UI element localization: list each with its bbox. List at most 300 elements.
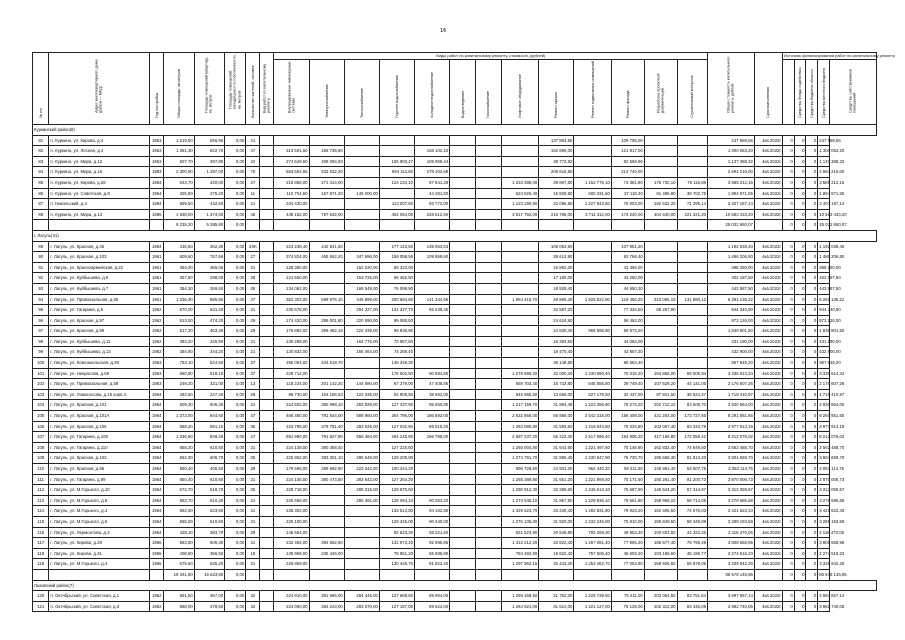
- cell: 442 841,60: [309, 241, 344, 252]
- cell: 32: [246, 591, 260, 602]
- cell: 3 817 792,00: [501, 209, 539, 220]
- cell: 82: [33, 146, 49, 157]
- cell: 131 327,70: [379, 305, 414, 316]
- cell: 122 335,00: [344, 389, 379, 400]
- cell: 3 339 942,29: [708, 559, 755, 570]
- cell: 31: [246, 538, 260, 549]
- cell: 1963: [150, 156, 164, 167]
- cell: 164 776,00: [344, 336, 379, 347]
- cell: 844,60: [194, 411, 224, 422]
- cell: 110: [33, 464, 49, 475]
- cell: 3 562 488,70: [708, 442, 755, 453]
- cell: 0,00: [225, 389, 246, 400]
- table-row: [33, 177, 877, 188]
- cell: г. Лагуль, ул. Куйбышева, д.13: [49, 347, 150, 358]
- cell: [260, 167, 274, 178]
- cell: [309, 569, 344, 580]
- cell: [644, 135, 677, 146]
- cell: 127 225,60: [379, 442, 414, 453]
- cell: [475, 188, 501, 199]
- cell: 0: [783, 156, 795, 167]
- cell: 0,00: [225, 199, 246, 210]
- header-deadline: [754, 53, 782, 125]
- cell: [450, 252, 476, 263]
- cell: [450, 538, 476, 549]
- cell: [501, 273, 539, 284]
- cell: 0: [783, 506, 795, 517]
- cell: [344, 538, 379, 549]
- cell: 3 997 657,14: [818, 591, 830, 602]
- cell: 1 230 990,40: [574, 368, 612, 379]
- cell: 226 100,00: [274, 516, 309, 527]
- header-works-col-10: [611, 60, 644, 125]
- cell: 203 064,50: [644, 591, 677, 602]
- cell: 202 313,00: [644, 601, 677, 612]
- cell: [344, 209, 379, 220]
- cell: 84: [33, 167, 49, 178]
- cell: 175 730,10: [644, 177, 677, 188]
- cell: 625,20: [194, 559, 224, 570]
- cell: 0: [783, 177, 795, 188]
- cell: 4кв.2022г: [754, 495, 782, 506]
- cell: 90 884,80: [415, 368, 450, 379]
- cell: 356,50: [194, 548, 224, 559]
- cell: [574, 305, 612, 316]
- cell: 675,60: [164, 559, 194, 570]
- cell: [475, 527, 501, 538]
- cell: 117: [33, 538, 49, 549]
- cell: [49, 220, 150, 231]
- cell: 1 227 843,50: [574, 199, 612, 210]
- cell: 128 345,00: [379, 516, 414, 527]
- cell: 1964: [150, 485, 164, 496]
- cell: [475, 453, 501, 464]
- cell: 32 443,20: [539, 559, 574, 570]
- cell: 47 408,85: [415, 379, 450, 390]
- cell: 224 502,00: [274, 400, 309, 411]
- cell: 0: [806, 220, 818, 231]
- table-row: [33, 358, 877, 369]
- cell: 1964: [150, 474, 164, 485]
- cell: п. Никольский, д.4: [49, 199, 150, 210]
- header-works-title: Виды работ по капитальному ремонту, стоимость (рублей): [274, 53, 708, 60]
- group-total-row: [33, 569, 877, 580]
- cell: [475, 283, 501, 294]
- cell: 0,00: [225, 135, 246, 146]
- cell: 0: [806, 527, 818, 538]
- table-row: [33, 283, 877, 294]
- cell: [475, 601, 501, 612]
- header-fin-col-1: [806, 60, 818, 125]
- cell: 247 558,56: [818, 135, 830, 146]
- cell: 24 624,60: [539, 315, 574, 326]
- cell: 0: [794, 527, 806, 538]
- cell: 31: [246, 305, 260, 316]
- cell: г. Лагуль, ул. Красная, д.45: [49, 241, 150, 252]
- table-row: [33, 305, 877, 316]
- header-fin-col-2: [818, 60, 830, 125]
- cell: 0: [783, 379, 795, 390]
- cell: 962 440,20: [574, 464, 612, 475]
- cell: 793 269,30: [574, 527, 612, 538]
- cell: 31 641,60: [539, 442, 574, 453]
- cell: 0,00: [225, 252, 246, 263]
- cell: 118 224,00: [274, 379, 309, 390]
- cell: 73 381,80: [611, 177, 644, 188]
- cell: 32 000,40: [539, 368, 574, 379]
- cell: 145 554,00: [274, 527, 309, 538]
- cell: 264 245,80: [379, 432, 414, 443]
- cell: [644, 283, 677, 294]
- cell: [677, 283, 708, 294]
- cell: 235 302,00: [274, 506, 309, 517]
- cell: 111: [33, 474, 49, 485]
- cell: г. Лагуль, ул. Привокзальная, д.59: [49, 379, 150, 390]
- cell: 0: [783, 252, 795, 263]
- cell: [379, 135, 414, 146]
- cell: 0: [806, 252, 818, 263]
- cell: 18 470,40: [539, 347, 574, 358]
- cell: 660,90: [164, 368, 194, 379]
- cell: [260, 326, 274, 337]
- cell: г. Лагуль, ул. Куйбышева, д.7: [49, 283, 150, 294]
- cell: 4кв.2022г: [754, 559, 782, 570]
- cell: 443 587,50: [818, 283, 830, 294]
- cell: [260, 135, 274, 146]
- cell: 0: [794, 262, 806, 273]
- cell: 4кв.2022г: [754, 283, 782, 294]
- cell: 0: [783, 326, 795, 337]
- cell: [260, 474, 274, 485]
- cell: 121: [33, 601, 49, 612]
- cell: [309, 283, 344, 294]
- cell: 39 702,75: [677, 188, 708, 199]
- cell: [260, 209, 274, 220]
- cell: 0,00: [225, 220, 246, 231]
- cell: 173 727,65: [677, 411, 708, 422]
- header-works-col-text: Ремонт фасада: [625, 89, 630, 118]
- cell: 2 176 607,26: [708, 379, 755, 390]
- cell: 431 190,00: [818, 336, 830, 347]
- cell: 275,20: [194, 188, 224, 199]
- cell: 3 053 114,75: [818, 464, 830, 475]
- header-works-col-text: Ремонт подвальных помещений: [590, 60, 595, 118]
- cell: 0: [783, 262, 795, 273]
- cell: [260, 305, 274, 316]
- cell: [644, 347, 677, 358]
- cell: 74 268,40: [379, 347, 414, 358]
- cell: [260, 347, 274, 358]
- cell: 0: [783, 432, 795, 443]
- cell: [475, 495, 501, 506]
- table-row: [33, 188, 877, 199]
- cell: 0,00: [225, 368, 246, 379]
- cell: 155 903,47: [379, 156, 414, 167]
- cell: [475, 538, 501, 549]
- cell: 74 676,03: [677, 506, 708, 517]
- cell: 24 830,40: [539, 326, 574, 337]
- cell: 17 180,00: [539, 273, 574, 284]
- cell: 0: [794, 506, 806, 517]
- cell: 0: [783, 442, 795, 453]
- cell: 145 981,40: [644, 464, 677, 475]
- cell: 6 281 136,22: [818, 294, 830, 305]
- cell: [501, 252, 539, 263]
- cell: [309, 220, 344, 231]
- cell: 664,30: [164, 453, 194, 464]
- cell: [260, 252, 274, 263]
- cell: [644, 273, 677, 284]
- cell: [677, 336, 708, 347]
- cell: [450, 294, 476, 305]
- cell: 645 855,80: [574, 379, 612, 390]
- cell: 402 187,50: [708, 273, 755, 284]
- cell: [574, 241, 612, 252]
- cell: 0: [783, 485, 795, 496]
- cell: [475, 506, 501, 517]
- cell: 0,00: [225, 559, 246, 570]
- cell: 600 331,60: [574, 188, 612, 199]
- cell: 1 225 739,50: [574, 591, 612, 602]
- cell: 0,00: [225, 442, 246, 453]
- cell: 39 749,40: [611, 379, 644, 390]
- header-address: [49, 53, 150, 125]
- cell: 465 562,20: [309, 252, 344, 263]
- cell: [574, 273, 612, 284]
- cell: [260, 315, 274, 326]
- cell: 0: [806, 421, 818, 432]
- cell: [344, 527, 379, 538]
- cell: 3 870 006,73: [708, 474, 755, 485]
- cell: 0: [783, 495, 795, 506]
- cell: 178 596,00: [274, 464, 309, 475]
- cell: 599 876,10: [309, 294, 344, 305]
- cell: 224 060,00: [274, 601, 309, 612]
- cell: [501, 336, 539, 347]
- cell: [379, 188, 414, 199]
- group-title-row: [33, 125, 877, 136]
- cell: 75 171,60: [611, 474, 644, 485]
- cell: 0: [794, 569, 806, 580]
- cell: [344, 442, 379, 453]
- cell: г. Лагуль, ул. Кирова, д.29: [49, 538, 150, 549]
- cell: 1 265 004,80: [501, 442, 539, 453]
- header-fin-col-text: Средства местного бюджета: [821, 67, 826, 118]
- cell: 93 772,00: [415, 199, 450, 210]
- cell: 156 408,00: [611, 411, 644, 422]
- cell: 96 730,00: [274, 389, 309, 400]
- cell: 225 658,00: [274, 495, 309, 506]
- cell: 99: [33, 347, 49, 358]
- cell: 1 300 053,20: [818, 146, 830, 157]
- cell: 0: [806, 177, 818, 188]
- cell: 32 289,60: [539, 485, 574, 496]
- cell: 46: [246, 209, 260, 220]
- cell: 374 824,00: [274, 252, 309, 263]
- cell: 91 922,40: [415, 559, 450, 570]
- header-area-other: [225, 53, 246, 125]
- cell: [475, 379, 501, 390]
- cell: [450, 453, 476, 464]
- cell: 16 862,00: [539, 262, 574, 273]
- cell: 658,20: [164, 442, 194, 453]
- cell: [677, 326, 708, 337]
- cell: [450, 305, 476, 316]
- cell: [475, 177, 501, 188]
- cell: 127 032,60: [379, 421, 414, 432]
- cell: 663,70: [164, 495, 194, 506]
- cell: 524,50: [194, 358, 224, 369]
- cell: 3 982 740,05: [818, 601, 830, 612]
- cell: 3 421 623,43: [708, 506, 755, 517]
- cell: 959 596,80: [574, 326, 612, 337]
- cell: 43 867,20: [611, 347, 644, 358]
- cell: 3 870 006,73: [818, 474, 830, 485]
- cell: 3 982 740,05: [708, 601, 755, 612]
- cell: 164 156,53: [309, 389, 344, 400]
- cell: 658,20: [164, 421, 194, 432]
- cell: 283 370,00: [344, 601, 379, 612]
- cell: 31: [246, 506, 260, 517]
- cell: 3 336 614,34: [708, 368, 755, 379]
- cell: 767,66: [194, 252, 224, 263]
- cell: 0: [783, 601, 795, 612]
- table-row: [33, 156, 877, 167]
- cell: 83 445,05: [677, 601, 708, 612]
- cell: 1964: [150, 442, 164, 453]
- cell: 43 356,00: [611, 262, 644, 273]
- cell: 77 052,80: [611, 559, 644, 570]
- cell: [260, 262, 274, 273]
- cell: 0: [806, 315, 818, 326]
- cell: [344, 516, 379, 527]
- cell: 0: [806, 591, 818, 602]
- cell: 3 312 059,67: [708, 485, 755, 496]
- cell: [611, 220, 644, 231]
- cell: [260, 411, 274, 422]
- cell: 1954: [150, 241, 164, 252]
- cell: 1964: [150, 400, 164, 411]
- cell: [450, 464, 476, 475]
- table-row: [33, 548, 877, 559]
- cell: 1 246 513,10: [574, 485, 612, 496]
- cell: 109 959,44: [415, 156, 450, 167]
- cell: [450, 548, 476, 559]
- header-fin-col-text: Средства Фонда содействия: [797, 66, 802, 118]
- cell: 152 896,00: [539, 146, 574, 157]
- cell: [260, 400, 274, 411]
- cell: 0: [794, 294, 806, 305]
- header-area-living: [194, 53, 224, 125]
- cell: 821 523,90: [501, 527, 539, 538]
- cell: [260, 294, 274, 305]
- cell: 0: [806, 379, 818, 390]
- cell: 69 878,06: [677, 559, 708, 570]
- cell: 4кв.2022г: [754, 591, 782, 602]
- cell: [574, 156, 612, 167]
- cell: 31 886,40: [539, 453, 574, 464]
- cell: 448 152,00: [274, 209, 309, 220]
- cell: 0: [783, 146, 795, 157]
- cell: 22: [246, 156, 260, 167]
- cell: 656,96: [194, 135, 224, 146]
- cell: 28: [246, 273, 260, 284]
- cell: 383,70: [194, 527, 224, 538]
- cell: 404 640,00: [644, 209, 677, 220]
- cell: 278 102,68: [415, 167, 450, 178]
- cell: 0,00: [225, 177, 246, 188]
- cell: 128 094,10: [379, 495, 414, 506]
- cell: 0: [794, 305, 806, 316]
- cell: 247,40: [194, 389, 224, 400]
- cell: 3 977 913,19: [818, 421, 830, 432]
- cell: [260, 591, 274, 602]
- cell: 384 243,00: [309, 601, 344, 612]
- cell: 4кв.2022г: [754, 389, 782, 400]
- cell: 68 349,08: [677, 516, 708, 527]
- cell: 3 279 685,58: [708, 495, 755, 506]
- cell: [475, 548, 501, 559]
- cell: 0: [794, 358, 806, 369]
- cell: 128 360,00: [274, 262, 309, 273]
- cell: 63 607,75: [677, 464, 708, 475]
- cell: [415, 326, 450, 337]
- cell: 274 648,60: [274, 156, 309, 167]
- cell: [677, 262, 708, 273]
- cell: 0: [783, 273, 795, 284]
- cell: 141 344,66: [415, 294, 450, 305]
- cell: 158 936,50: [644, 559, 677, 570]
- cell: 1 486 206,80: [708, 252, 755, 263]
- cell: 58 221,60: [415, 527, 450, 538]
- cell: [644, 146, 677, 157]
- table-row: [33, 601, 877, 612]
- header-area-total: [164, 53, 194, 125]
- cell: [415, 442, 450, 453]
- table-row: [33, 495, 877, 506]
- cell: 610,50: [194, 442, 224, 453]
- cell: 92 768,40: [611, 252, 644, 263]
- cell: 31: [246, 262, 260, 273]
- cell: 357,50: [164, 273, 194, 284]
- cell: 103: [33, 389, 49, 400]
- cell: 623,90: [194, 506, 224, 517]
- cell: 0,00: [225, 336, 246, 347]
- cell: 19 622,40: [539, 548, 574, 559]
- cell: 220 590,00: [344, 315, 379, 326]
- cell: 0: [783, 294, 795, 305]
- cell: 0: [794, 209, 806, 220]
- header-works-col-text: Водоотведение: [460, 90, 465, 118]
- cell: 4кв.2022г: [754, 506, 782, 517]
- cell: [450, 326, 476, 337]
- cell: [450, 315, 476, 326]
- cell: 86 257,90: [644, 305, 677, 316]
- cell: 0: [783, 188, 795, 199]
- cell: 2 300,90: [164, 167, 194, 178]
- cell: [344, 368, 379, 379]
- cell: 344,20: [194, 347, 224, 358]
- register-table: [32, 52, 896, 612]
- cell: [475, 220, 501, 231]
- cell: 408,80: [164, 548, 194, 559]
- cell: [475, 464, 501, 475]
- cell: 0,00: [225, 273, 246, 284]
- cell: 380 998,10: [309, 400, 344, 411]
- cell: [260, 146, 274, 157]
- cell: [450, 389, 476, 400]
- cell: г. Лагуль, ул. Ломоносова, д.15 корп.4: [49, 389, 150, 400]
